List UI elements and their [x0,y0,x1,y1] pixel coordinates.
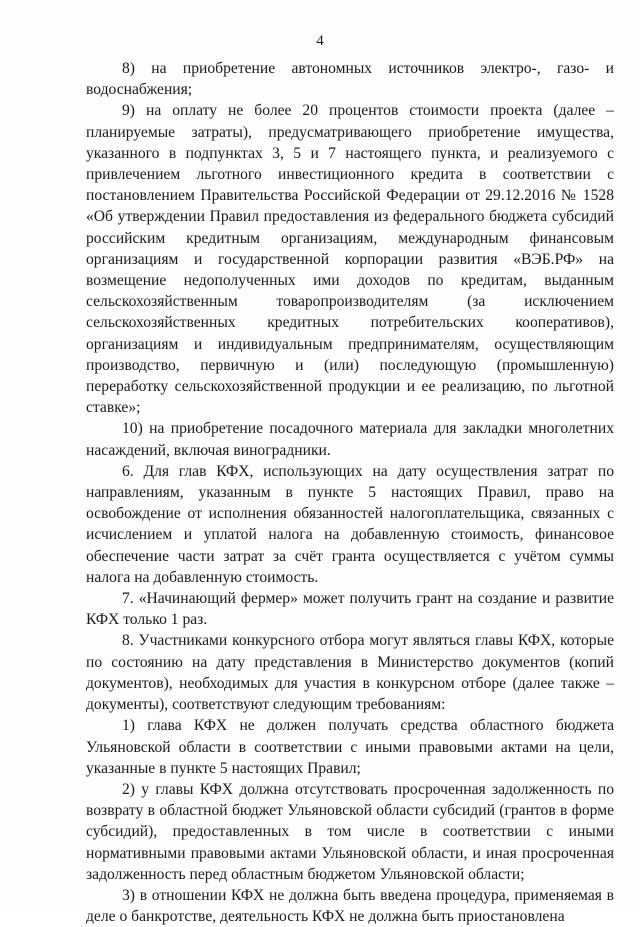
page-number: 4 [316,33,324,49]
paragraph-section-8: 8. Участниками конкурсного отбора могут являться главы КФХ, которые по состоянию на дату представления в Министерство документов (копий документов), необходимых для участия в конкурсном отборе (далее также – документы), соответствуют следующим требованиям: [86,632,614,714]
paragraph-requirement-3: 3) в отношении КФХ не должна быть введена процедура, применяемая в деле о банкротстве, деятельность КФХ не должна быть приостановлена [86,886,614,926]
paragraph-section-6: 6. Для глав КФХ, использующих на дату осуществления затрат по направлениям, указанным в пункте 5 настоящих Правил, право на освобождение от исполнения обязанностей налогоплательщика, связанных с исчислением и уплатой налога на добавленную стоимость, финансовое обеспечение части затрат за счёт гранта осуществляется с учётом суммы налога на добавленную стоимость. [86,462,614,586]
paragraph-item-10: 10) на приобретение посадочного материала для закладки многолетних насаждений, включая виноградники. [86,420,614,459]
paragraph-item-8: 8) на приобретение автономных источников электро-, газо- и водоснабжения; [86,60,614,99]
document-body [86,58,614,927]
paragraph-requirement-1: 1) глава КФХ не должен получать средства областного бюджета Ульяновской области в соответствии с иными правовыми актами на цели, указанные в пункте 5 настоящих Правил; [86,717,614,777]
paragraph-requirement-2: 2) у главы КФХ должна отсутствовать просроченная задолженность по возврату в областной бюджет Ульяновской области субсидий (грантов в форме субсидий), предоставленных в том числе в соответствии с иными нормативными правовыми актами Ульяновской области, и иная просроченная задолженность перед областным бюджетом Ульяновской области; [86,780,614,883]
paragraph-section-7: 7. «Начинающий фермер» может получить грант на создание и развитие КФХ только 1 раз. [86,590,614,629]
paragraph-item-9: 9) на оплату не более 20 процентов стоимости проекта (далее – планируемые затраты), предусматривающего приобретение имущества, указанного в подпунктах 3, 5 и 7 настоящего пункта, и реализуемого с привлечением льготного инвестиционного кредита в соответствии с постановлением Правительства Российской Федерации от 29.12.2016 № 1528 «Об утверждении Правил предоставления из федерального бюджета субсидий российским кредитным организациям, международным финансовым организациям и государственной корпорации развития «ВЭБ.РФ» на возмещение недополученных ими доходов по кредитам, выданным сельскохозяйственным товаропроизводителям (за исключением сельскохозяйственных кредитных потребительских кооперативов), организациям и индивидуальным предпринимателям, осуществляющим производство, первичную и (или) последующую (промышленную) переработку сельскохозяйственной продукции и ее реализацию, по льготной ставке»; [86,102,614,417]
